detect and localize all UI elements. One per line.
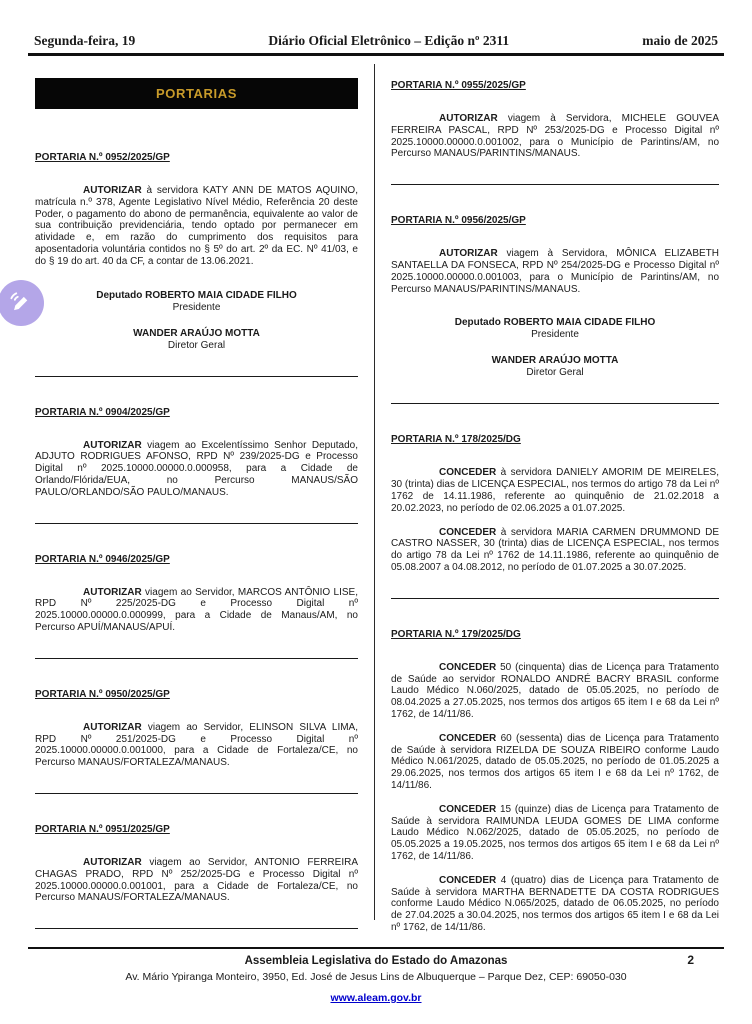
action-keyword: CONCEDER <box>439 467 497 479</box>
paragraph-text: viagem ao Servidor, ELINSON SILVA LIMA, RPD Nº 251/2025-DG e Processo Digital nº 2025.10000.00000.0.001000, para a Cidade de Fortaleza/CE, no Percurso MANAUS/FORTALEZA/MANAUS. <box>35 721 358 769</box>
portarias-banner <box>35 78 358 109</box>
action-keyword: AUTORIZAR <box>83 721 142 733</box>
header-rule <box>28 53 724 56</box>
signatory-role: Presidente <box>172 301 221 313</box>
footer-institution: Assembleia Legislativa do Estado do Amazonas <box>244 955 508 967</box>
signature-block <box>35 290 358 352</box>
portaria-paragraph <box>391 733 719 792</box>
action-keyword: CONCEDER <box>439 526 497 538</box>
portaria-heading-179: PORTARIA N.º 179/2025/DG <box>391 628 521 640</box>
portaria-heading-0951: PORTARIA N.º 0951/2025/GP <box>35 823 170 835</box>
section-divider <box>35 376 358 377</box>
signatory-role: Presidente <box>531 329 579 341</box>
signatory-name: Deputado ROBERTO MAIA CIDADE FILHO <box>96 289 297 301</box>
page-number: 2 <box>687 953 694 967</box>
paragraph-text: viagem ao Excelentíssimo Senhor Deputado, ADJUTO RODRIGUES AFONSO, RPD Nº 239/2025-DG e Processo Digital nº 2025.10000.00000.0.000958, para a Cidade de Orlando/Flórida/EUA, no Percurso MANAUS/SÃO PAULO/ORLANDO/SÃO PAULO/MANAUS. <box>35 439 358 498</box>
portaria-heading-0904: PORTARIA N.º 0904/2025/GP <box>35 406 170 418</box>
portaria-paragraph <box>35 857 358 904</box>
signature-pen-icon <box>8 290 34 316</box>
signature-entry <box>391 317 719 341</box>
paragraph-text: viagem ao Servidor, ANTONIO FERREIRA CHAGAS PRADO, RPD Nº 252/2025-DG e Processo Digital nº 2025.10000.00000.0.001001, para a Cidade de Fortaleza/CE, no Percurso MANAUS/FORTALEZA/MANAUS. <box>35 856 358 904</box>
paragraph-text: viagem ao Servidor, MARCOS ANTÔNIO LISE, RPD Nº 225/2025-DG e Processo Digital nº 2025.10000.00000.0.000999, para a Cidade de Manaus/AM, no Percurso APUÍ/MANAUS/APUÍ. <box>35 586 358 633</box>
signatory-name: WANDER ARAÚJO MOTTA <box>491 355 619 367</box>
paragraph-text: viagem à Servidora, MÔNICA ELIZABETH SANTAELLA DA FONSECA, RPD Nº 254/2025-DG e Processo Digital nº 2025.10000.00000.0.001003, para o Município de Parintins/AM, no Percurso MANAUS/PARINTINS/MANAUS. <box>391 248 719 295</box>
action-keyword: AUTORIZAR <box>439 248 498 260</box>
paragraph-text: 50 (cinquenta) dias de Licença para Tratamento de Saúde ao servidor RONALDO ANDRÉ BACRY BRASIL conforme Laudo Médico N.060/2025, datado de 05.05.2025, no período de 08.04.2025 a 27.05.2025, nos termos dos artigos 65 item I e 68 da Lei nº 1762, de 14/11/86. <box>391 661 719 720</box>
section-divider <box>35 523 358 524</box>
section-divider <box>391 184 719 185</box>
action-keyword: CONCEDER <box>439 661 497 673</box>
paragraph-text: à servidora DANIELY AMORIM DE MEIRELES, 30 (trinta) dias de LICENÇA ESPECIAL, nos termos do artigo 78 da Lei nº 1762 de 14.11.1986, referente ao quinquênio de 21.02.2018 a 20.02.2023, no período de 02.06.2025 a 01.07.2025. <box>391 467 719 514</box>
paragraph-text: viagem à Servidora, MICHELE GOUVEA FERREIRA PASCAL, RPD Nº 253/2025-DG e Processo Digital nº 2025.10000.00000.0.001002, para o Município de Parintins/AM, no Percurso MANAUS/PARINTINS/MANAUS. <box>391 113 719 160</box>
signature-entry <box>35 290 358 314</box>
portaria-paragraph <box>35 185 358 268</box>
portaria-paragraph <box>391 875 719 934</box>
portaria-paragraph <box>391 113 719 160</box>
signature-tool-button[interactable] <box>0 280 44 326</box>
header-title: Diário Oficial Eletrônico – Edição nº 2311 <box>268 33 510 48</box>
portaria-paragraph <box>391 662 719 721</box>
paragraph-text: à servidora KATY ANN DE MATOS AQUINO, matrícula n.º 378, Agente Legislativo Nível Médio, Referência 20 deste Poder, o pagamento do abono de permanência, equivalente ao valor de sua contribuição previdenciária, tendo optado por permanecer em atividade e, em razão do cumprimento dos requisitos para aposentadoria voluntária contidos no § 5º do art. 2º da EC. Nº 41/03, e do § 19 do art. 40 da CF, a contar de 13.06.2021. <box>35 185 358 267</box>
action-keyword: AUTORIZAR <box>83 439 142 451</box>
portaria-heading-0955: PORTARIA N.º 0955/2025/GP <box>391 80 526 91</box>
portaria-paragraph <box>35 587 358 634</box>
section-divider <box>35 793 358 794</box>
portaria-heading-178: PORTARIA N.º 178/2025/DG <box>391 434 521 446</box>
right-column <box>391 64 719 934</box>
portaria-heading-0946: PORTARIA N.º 0946/2025/GP <box>35 553 170 565</box>
portarias-banner-title: PORTARIAS <box>156 86 237 101</box>
signatory-role: Diretor Geral <box>526 367 584 379</box>
signature-entry <box>391 355 719 379</box>
section-divider <box>35 658 358 659</box>
paragraph-text: à servidora MARIA CARMEN DRUMMOND DE CASTRO NASSER, 30 (trinta) dias de LICENÇA ESPECIAL, nos termos do artigo 78 da Lei nº 1762 de 14.11.1986, referente ao quinquênio de 05.08.2007 a 04.08.2012, no período de 01.07.2025 a 30.07.2025. <box>391 526 719 573</box>
signature-block <box>391 317 719 379</box>
action-keyword: AUTORIZAR <box>83 856 142 868</box>
section-divider <box>35 928 358 929</box>
left-column <box>35 64 358 934</box>
portaria-paragraph <box>391 248 719 295</box>
action-keyword: CONCEDER <box>439 874 497 886</box>
paragraph-text: 60 (sessenta) dias de Licença para Tratamento de Saúde à servidora RIZELDA DE SOUZA RIBEIRO conforme Laudo Médico N.061/2025, datado de 05.05.2025, no período de 01.05.2025 a 29.06.2025, nos termos dos artigos 65 item I e 68 da Lei nº 1762, de 14/11/86. <box>391 732 719 791</box>
footer-rule <box>28 947 724 949</box>
action-keyword: CONCEDER <box>439 803 497 815</box>
portaria-paragraph <box>35 440 358 499</box>
portaria-paragraph <box>35 722 358 769</box>
header-month: maio de 2025 <box>642 33 718 48</box>
section-divider <box>391 598 719 599</box>
section-divider <box>391 403 719 404</box>
portaria-heading-0952: PORTARIA N.º 0952/2025/GP <box>35 152 170 163</box>
action-keyword: AUTORIZAR <box>439 113 498 124</box>
signature-entry <box>35 328 358 352</box>
portaria-paragraph <box>391 527 719 574</box>
signatory-role: Diretor Geral <box>167 339 226 351</box>
portaria-heading-0956: PORTARIA N.º 0956/2025/GP <box>391 215 526 227</box>
page-header <box>34 33 718 49</box>
footer-website-link[interactable]: www.aleam.gov.br <box>330 991 422 1004</box>
paragraph-text: 4 (quatro) dias de Licença para Tratamento de Saúde à servidora MARTHA BERNADETTE DA COSTA RODRIGUES conforme Laudo Médico N.065/2025, datado de 06.05.2025, no período de 27.04.2025 a 30.04.2025, nos termos dos artigos 65 item I e 68 da Lei nº 1762, de 14/11/86. <box>391 874 719 933</box>
portaria-paragraph <box>391 804 719 863</box>
footer-address: Av. Mário Ypiranga Monteiro, 3950, Ed. José de Jesus Lins de Albuquerque – Parque Dez, CEP: 69050-030 <box>125 970 627 983</box>
page-footer <box>0 953 752 1008</box>
action-keyword: AUTORIZAR <box>83 586 142 598</box>
action-keyword: CONCEDER <box>439 732 497 744</box>
paragraph-text: 15 (quinze) dias de Licença para Tratamento de Saúde à servidora RAIMUNDA LEUDA GOMES DE LIMA conforme Laudo Médico N.062/2025, datado de 05.05.2025, no período de 05.05.2025 a 19.05.2025, nos termos dos artigos 65 item I e 68 da Lei nº 1762, de 14/11/86. <box>391 803 719 862</box>
portaria-paragraph <box>391 467 719 514</box>
signatory-name: Deputado ROBERTO MAIA CIDADE FILHO <box>454 317 656 329</box>
signatory-name: WANDER ARAÚJO MOTTA <box>133 327 260 339</box>
header-weekday: Segunda-feira, 19 <box>34 33 136 48</box>
portaria-heading-0950: PORTARIA N.º 0950/2025/GP <box>35 688 170 700</box>
action-keyword: AUTORIZAR <box>83 185 142 196</box>
